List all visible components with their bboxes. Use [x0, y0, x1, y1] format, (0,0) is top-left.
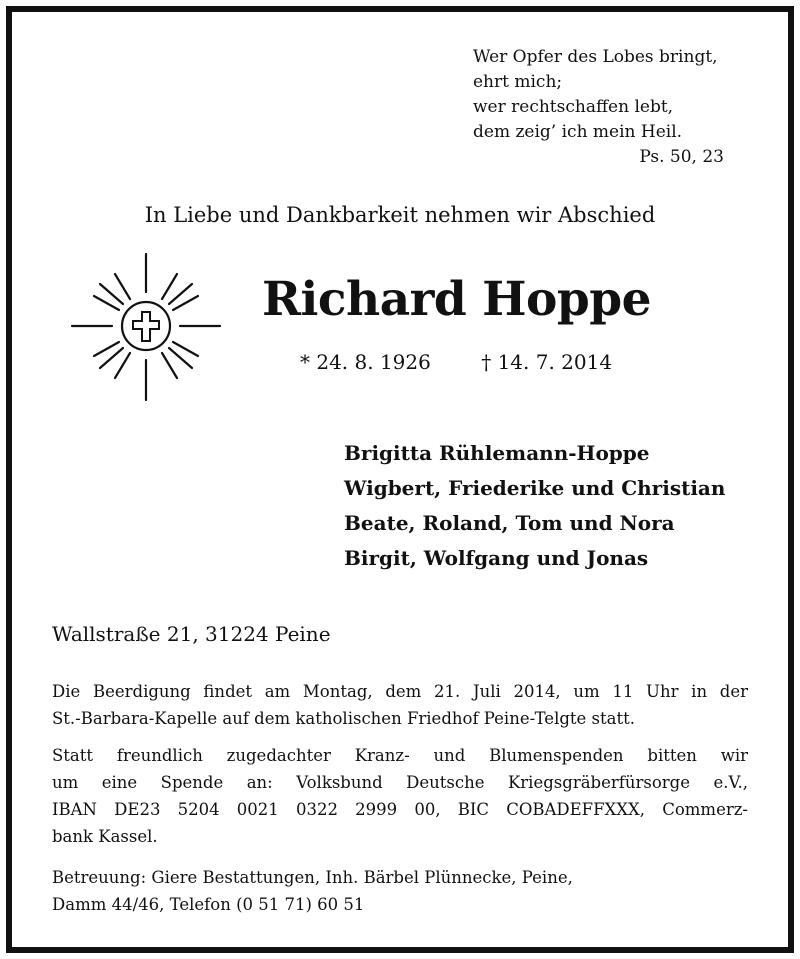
donation-notice — [52, 742, 748, 850]
mourner-line: Wigbert, Friederike und Christian — [344, 476, 726, 500]
undertaker-notice — [52, 864, 748, 918]
undertaker-line: Betreuung: Giere Bestattungen, Inh. Bärbel Plünnecke, Peine, — [52, 868, 573, 887]
donation-line: IBAN DE23 5204 0021 0322 2999 00, BIC COBADEFFXXX, Commerz- — [52, 800, 748, 819]
mourners-list — [344, 436, 725, 576]
deceased-name: Richard Hoppe — [262, 272, 652, 327]
death-date: † 14. 7. 2014 — [481, 350, 613, 374]
funeral-line: St.-Barbara-Kapelle auf dem katholischen Friedhof Peine-Telgte statt. — [52, 709, 635, 728]
undertaker-line: Damm 44/46, Telefon (0 51 71) 60 51 — [52, 895, 365, 914]
donation-line: bank Kassel. — [52, 827, 158, 846]
verse-reference: Ps. 50, 23 — [639, 147, 724, 167]
bible-verse — [473, 45, 753, 170]
life-dates — [300, 350, 612, 374]
family-address: Wallstraße 21, 31224 Peine — [52, 622, 331, 646]
farewell-intro: In Liebe und Dankbarkeit nehmen wir Abschied — [144, 203, 656, 227]
verse-line: ehrt mich; — [473, 72, 563, 92]
birth-date: * 24. 8. 1926 — [300, 350, 431, 374]
verse-line: wer rechtschaffen lebt, — [473, 97, 674, 117]
cross-in-sun-icon — [66, 244, 226, 408]
verse-line: Wer Opfer des Lobes bringt, — [473, 47, 718, 67]
mourner-line: Beate, Roland, Tom und Nora — [344, 511, 675, 535]
donation-line: Statt freundlich zugedachter Kranz- und Blumenspenden bitten wir — [52, 746, 748, 765]
verse-line: dem zeig’ ich mein Heil. — [473, 122, 683, 142]
donation-line: um eine Spende an: Volksbund Deutsche Kriegsgräberfürsorge e.V., — [52, 773, 748, 792]
mourner-line: Birgit, Wolfgang und Jonas — [344, 546, 649, 570]
funeral-line: Die Beerdigung findet am Montag, dem 21. Juli 2014, um 11 Uhr in der — [52, 682, 748, 701]
funeral-notice — [52, 678, 748, 732]
mourner-line: Brigitta Rühlemann-Hoppe — [344, 441, 650, 465]
